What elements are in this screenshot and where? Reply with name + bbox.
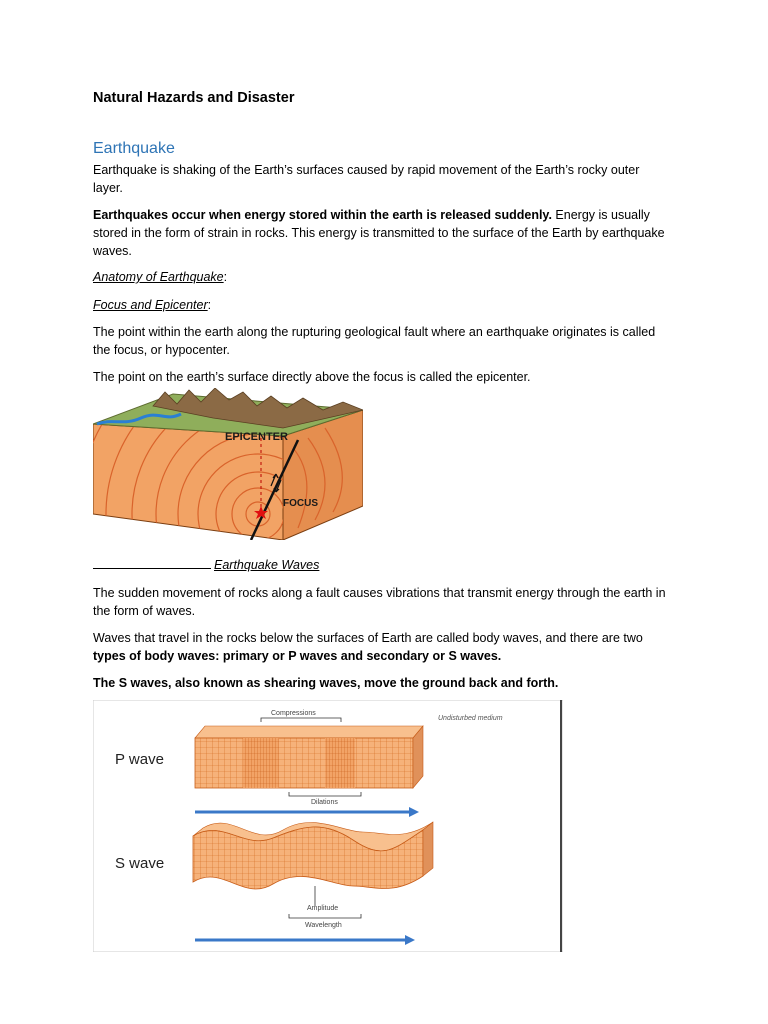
focus-label: FOCUS [283, 498, 318, 509]
paragraph-body-waves [93, 629, 673, 665]
paragraph-waves: The sudden movement of rocks along a fault causes vibrations that transmit energy through the earth in the form of waves. [93, 586, 666, 618]
energy-text: Energy is usually stored in the form of strain in rocks. This energy is transmitted to the surface of the Earth by earthquake waves. [93, 208, 665, 258]
document-title: Natural Hazards and Disaster [93, 90, 295, 106]
anatomy-subheading [93, 268, 227, 286]
paragraph-definition: Earthquake is shaking of the Earth’s surfaces caused by rapid movement of the Earth’s rocky outer layer. [93, 163, 640, 195]
amplitude-label: Amplitude [307, 905, 339, 912]
anatomy-colon: : [223, 270, 228, 284]
focus-epicenter-label: Focus and Epicenter [93, 298, 208, 312]
undisturbed-label: Undisturbed medium [438, 715, 503, 722]
epicenter-label: EPICENTER [225, 431, 288, 443]
earthquake-waves-caption: Earthquake Waves [214, 558, 320, 572]
p-wave-compression-2 [325, 738, 355, 788]
dilations-label: Dilations [311, 799, 338, 806]
energy-bold-text: Earthquakes occur when energy stored within the earth is released suddenly. [93, 208, 552, 222]
body-waves-text: Waves that travel in the rocks below the surfaces of Earth are called body waves, and there are two [93, 631, 643, 645]
paragraph-s-waves: The S waves, also known as shearing waves, move the ground back and forth. [93, 676, 559, 690]
compressions-label: Compressions [271, 710, 316, 717]
p-wave-block [195, 738, 413, 788]
section-heading: Earthquake [93, 140, 175, 157]
paragraph-epicenter: The point on the earth’s surface directly above the focus is called the epicenter. [93, 370, 531, 384]
p-wave-label: P wave [115, 751, 164, 768]
anatomy-label: Anatomy of Earthquake [93, 270, 224, 284]
s-wave-side [423, 822, 433, 876]
body-waves-types: types of body waves: primary or P waves and secondary or S waves. [93, 649, 502, 663]
focus-colon: : [207, 298, 212, 312]
p-s-wave-diagram [93, 700, 563, 952]
s-wave-label: S wave [115, 855, 165, 872]
caption-underline [93, 568, 211, 569]
p-wave-compression-1 [243, 738, 279, 788]
p-wave-top [195, 726, 423, 738]
earthquake-block-diagram [93, 388, 363, 540]
wavelength-label: Wavelength [305, 922, 342, 929]
paragraph-focus: The point within the earth along the rupturing geological fault where an earthquake originates is called the focus, or hypocenter. [93, 325, 656, 357]
paragraph-energy [93, 206, 668, 260]
focus-subheading [93, 296, 211, 314]
